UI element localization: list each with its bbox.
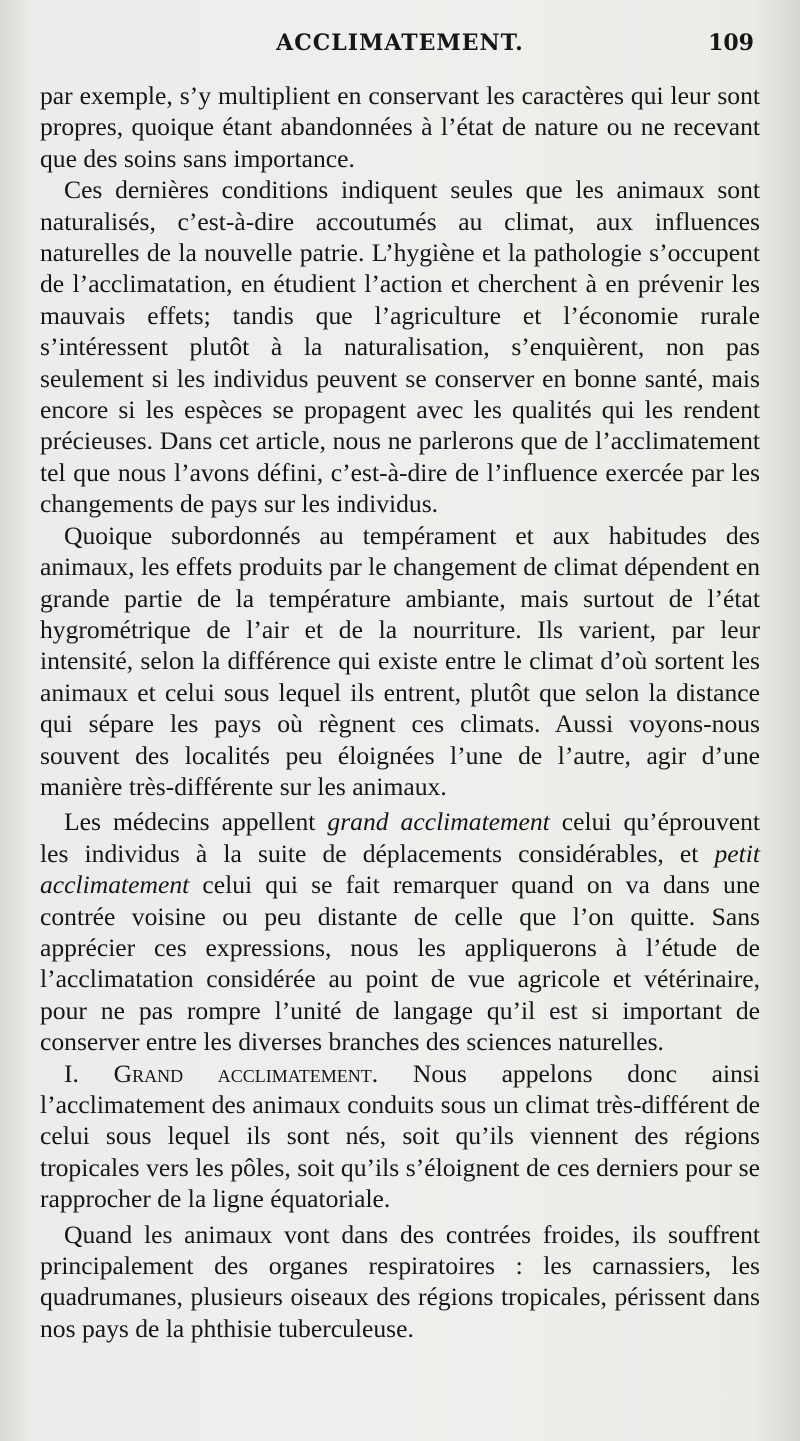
running-head [0,30,800,66]
italic-term: petit acclimatement [40,838,760,900]
paragraph: Quoique subordonnés au tempérament et aux habitudes des animaux, les effets produits par le changement de climat dépendent en grande partie de la température ambiante, mais surtout de l’état hygrométrique de l’air et de la nourriture. Ils varient, par leur intensité, selon la différence qui existe entre le climat d’où sortent les animaux et celui sous lequel ils entrent, plutôt que selon la distance qui sépare les pays où règnent ces climats. Aussi voyons-nous souvent des localités peu éloignées l’une de l’autre, agir d’une manière très-différente sur les animaux. [40,520,760,801]
paragraph [40,1058,760,1215]
paragraph-text: celui qui se fait remarquer quand on va dans une contrée voisine ou peu distante de celle que l’on quitte. Sans apprécier ces expressions, nous les appliquerons à l’étude de l’acclimatation considérée au point de vue agricole et vétérinaire, pour ne pas rompre l’unité de langage qu’il est si important de conserver entre les diverses branches des sciences naturelles. [40,870,760,1057]
text-body [40,80,760,1344]
paragraph-text: Nous appelons donc ainsi l’acclimatement des animaux conduits sous un climat très-différent de celui sous lequel ils sont nés, soit qu’ils viennent des régions tropicales vers les pôles, soit qu’ils s’éloignent de ces derniers pour se rapprocher de la ligne équatoriale. [40,1058,760,1214]
italic-term: grand acclimatement [327,807,550,837]
section-heading: I. Grand acclimatement. [64,1058,379,1088]
paragraph [40,806,760,1057]
page-number: 109 [708,30,754,56]
paragraph: Ces dernières conditions indiquent seules que les animaux sont naturalisés, c’est-à-dire accoutumés au climat, aux influences naturelles de la nouvelle patrie. L’hygiène et la pathologie s’occupent de l’acclimatation, en étudient l’action et cherchent à en prévenir les mauvais effets; tandis que l’agriculture et l’économie rurale s’intéressent plutôt à la naturalisation, s’enquièrent, non pas seulement si les individus peuvent se conserver en bonne santé, mais encore si les espèces se propagent avec les qualités qui les rendent précieuses. Dans cet article, nous ne parlerons que de l’acclimatement tel que nous l’avons défini, c’est-à-dire de l’influence exercée par les changements de pays sur les individus. [40,175,760,519]
paragraph-continuation: par exemple, s’y multiplient en conservant les caractères qui leur sont propres, quoique étant abandonnées à l’état de nature ou ne recevant que des soins sans importance. [40,81,760,173]
running-title: ACCLIMATEMENT. [276,30,524,56]
paragraph-text: celui qu’éprouvent les individus à la suite de déplacements considérables, et [40,807,760,868]
paragraph: Quand les animaux vont dans des contrées froides, ils souffrent principalement des organes respiratoires : les carnassiers, les quadrumanes, plusieurs oiseaux des régions tropicales, périssent dans nos pays de la phthisie tuberculeuse. [40,1219,760,1343]
paragraph-text: Les médecins appellent [64,807,328,837]
